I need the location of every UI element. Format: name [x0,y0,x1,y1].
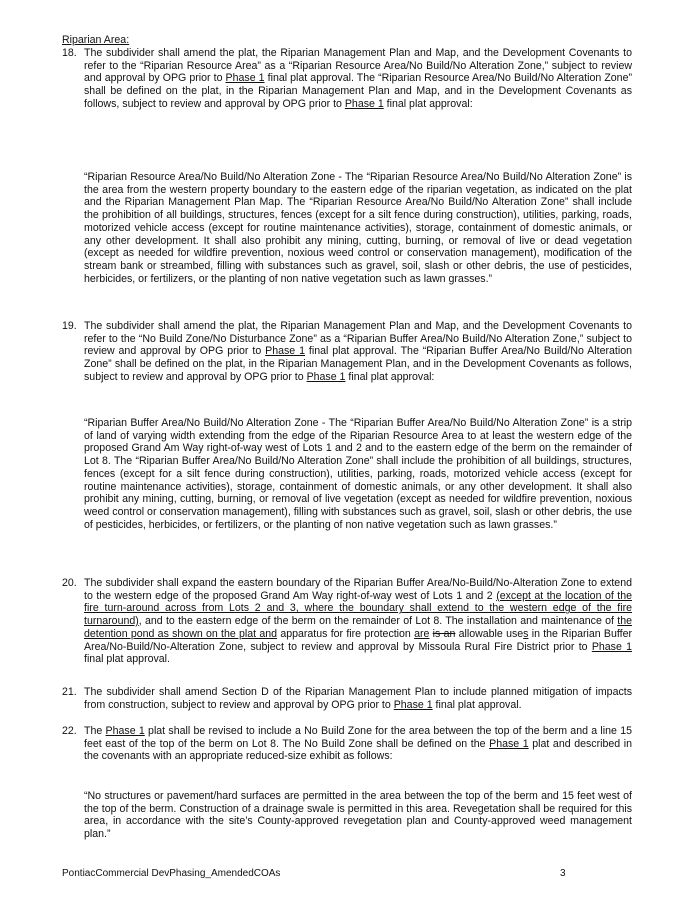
condition-number: 22. [62,725,77,737]
condition-text: The subdivider shall amend the plat, the Riparian Management Plan and Map, and the Development Covenants to refer to the “Riparian Resource Area” as a “Riparian Resource Area/No Build/No Alteration Zone,” subject to review and approval by OPG prior to Phase 1 final plat approval. The “Riparian Resource Area/No Build/No Alteration Zone” shall be defined on the plat, in the Riparian Management Plan and Map, and in the Development Covenants as follows, subject to review and approval by OPG prior to Phase 1 final plat approval: [84,47,632,110]
condition-text: The subdivider shall amend Section D of the Riparian Management Plan to include planned mitigation of impacts from construction, subject to review and approval by OPG prior to Phase 1 final plat approval. [84,686,632,711]
condition-19-definition: “Riparian Buffer Area/No Build/No Alteration Zone - The “Riparian Buffer Area/No Build/No Alteration Zone” is a strip of land of varying width extending from the edge of the Riparian Resource Area to at least the western edge of the proposed Grand Am Way right-of-way west of Lots 1 and 2 and to the eastern edge of the berm on the remainder of Lot 8. The “Riparian Buffer Area/No Build/No Alteration Zone” shall include the prohibition of all buildings, structures, fences (except for a silt fence during construction), utilities, parking, roads, motorized vehicle access (except for routine maintenance activities), storage, containment of domestic animals, or any other development. It shall also prohibit any mining, cutting, burning, or removal of live vegetation (except as needed for wildfire prevention, noxious weed control or conservation management), filling with substances such as gravel, soil, slash or other debris, the use of pesticides, herbicides, or fertilizers, or the planting of non native vegetation such as lawn grasses.” [84,417,632,531]
section-heading: Riparian Area: [62,34,130,46]
page-number: 3 [560,868,566,879]
condition-number: 18. [62,47,77,59]
condition-19 [62,320,632,384]
condition-number: 19. [62,320,77,332]
condition-text: The Phase 1 plat shall be revised to include a No Build Zone for the area between the top of the berm and a line 15 feet east of the top of the berm on Lot 8. The No Build Zone shall be defined on the Phase 1 plat and described in the covenants with an appropriate reduced-size exhibit as follows: [84,725,632,763]
condition-21 [62,686,632,711]
condition-text: The subdivider shall amend the plat, the Riparian Management Plan and Map, and the Development Covenants to refer to the “No Build Zone/No Disturbance Zone” as a “Riparian Buffer Area/No Build/No Alteration Zone,” subject to review and approval by OPG prior to Phase 1 final plat approval. The “Riparian Buffer Area/No Build/No Alteration Zone” shall be defined on the plat, in the Riparian Management Plan, and in the Development Covenants as follows, subject to review and approval by OPG prior to Phase 1 final plat approval: [84,320,632,383]
condition-number: 21. [62,686,77,698]
condition-20 [62,577,632,666]
condition-text: The subdivider shall expand the eastern boundary of the Riparian Buffer Area/No-Build/No-Alteration Zone to extend to the western edge of the proposed Grand Am Way right-of-way west of Lots 1 and 2 (except at the location of the fire turn-around across from Lots 2 and 3, where the boundary shall extend to the western edge of the fire turnaround), and to the eastern edge of the berm on the remainder of Lot 8. The installation and maintenance of the detention pond as shown on the plat and apparatus for fire protection are is an allowable uses in the Riparian Buffer Area/No-Build/No-Alteration Zone, subject to review and approval by Missoula Rural Fire District prior to Phase 1 final plat approval. [84,577,633,666]
condition-22 [62,725,632,763]
condition-18-definition: “Riparian Resource Area/No Build/No Alteration Zone - The “Riparian Resource Area/No Build/No Alteration Zone” is the area from the western property boundary to the eastern edge of the riparian vegetation, as indicated on the plat and the Riparian Management Plan Map. The “Riparian Resource Area/No Build/No Alteration Zone” shall include the prohibition of all buildings, structures, fences (except for a silt fence during construction), utilities, parking, roads, motorized vehicle access (except for routine maintenance activities), storage, containment of domestic animals, or any other development. It shall also prohibit any mining, cutting, burning, or removal of live or dead vegetation (except as needed for wildfire prevention, noxious weed control or conservation management), modification of the stream bank or streambed, filling with substances such as gravel, soil, slash or other debris, the use of pesticides, herbicides, or fertilizers, or the planting of non native vegetation such as lawn grasses.” [84,171,632,285]
condition-number: 20. [62,577,77,589]
footer-file-name: PontiacCommercial DevPhasing_AmendedCOAs [62,868,281,879]
condition-22-definition: “No structures or pavement/hard surfaces are permitted in the area between the top of the berm and 15 feet west of the top of the berm. Construction of a drainage swale is permitted in this area. Revegetation shall be required for this area, in accordance with the site’s County-approved revegetation plan and County-approved weed management plan.” [84,790,632,841]
condition-18 [62,47,632,111]
